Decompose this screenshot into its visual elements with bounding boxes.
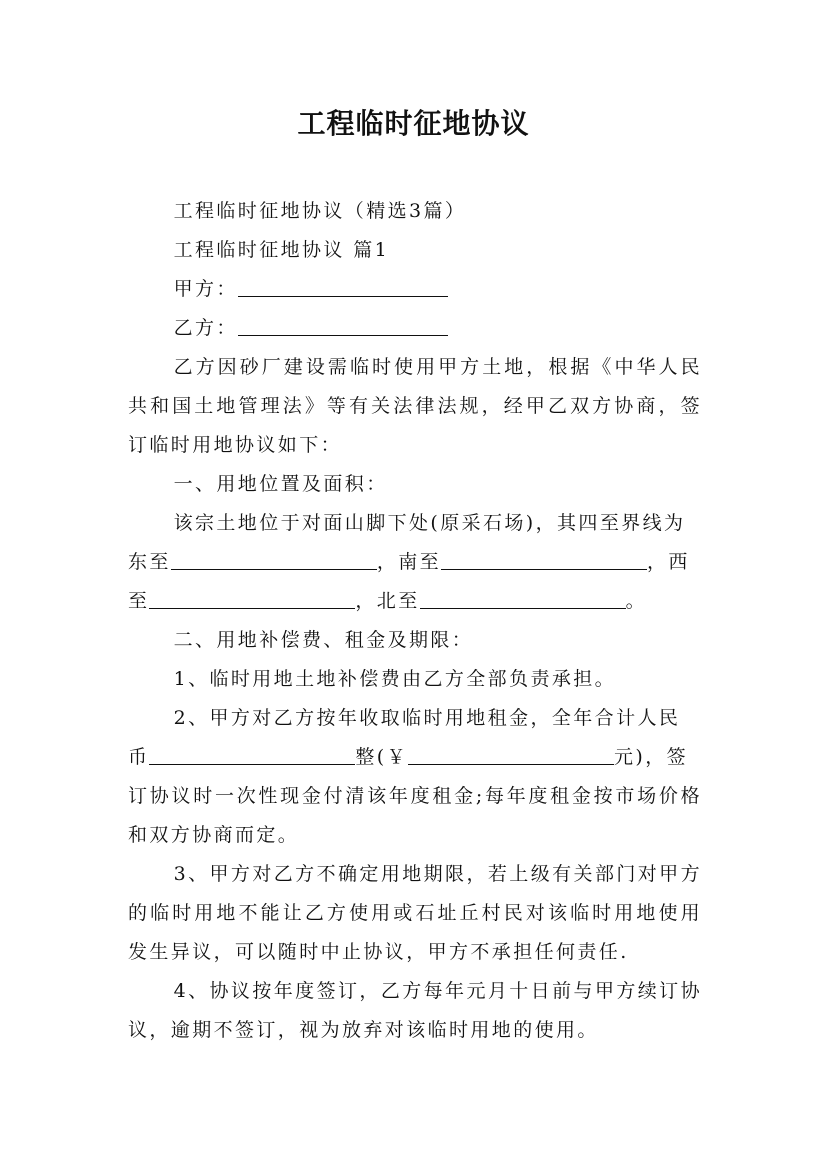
amount-words-blank <box>149 742 355 765</box>
item-2-amount-line <box>128 738 702 777</box>
west-label-2: 至 <box>128 590 150 612</box>
yuan-label: 元)，签 <box>614 746 689 768</box>
item-1: 1、临时用地土地补偿费由乙方全部负责承担。 <box>173 668 617 690</box>
section-heading: 工程临时征地协议 篇1 <box>173 239 390 261</box>
end-period: 。 <box>625 590 648 612</box>
boundary-line-1 <box>128 543 702 582</box>
south-blank <box>441 547 647 570</box>
east-blank <box>171 547 377 570</box>
item-2-line-1: 2、甲方对乙方按年收取临时用地租金，全年合计人民 <box>173 707 681 729</box>
east-label: 东至 <box>128 551 171 573</box>
intro-paragraph: 乙方因砂厂建设需临时使用甲方土地，根据《中华人民共和国土地管理法》等有关法律法规，经甲乙双方协商，签订临时用地协议如下： <box>128 356 702 456</box>
south-label: ，南至 <box>376 551 442 573</box>
amount-number-blank <box>408 742 614 765</box>
heading-location: 一、用地位置及面积： <box>173 473 388 495</box>
zheng-label: 整(￥ <box>355 746 409 768</box>
party-a-label: 甲方： <box>173 278 238 300</box>
boundary-line-2 <box>128 582 702 621</box>
party-a-blank <box>238 274 448 297</box>
party-b-blank <box>238 313 448 336</box>
party-b-line <box>128 309 702 348</box>
location-line: 该宗土地位于对面山脚下处(原采石场)，其四至界线为 <box>173 512 686 534</box>
item-2-rest: 订协议时一次性现金付清该年度租金;每年度租金按市场价格和双方协商而定。 <box>128 785 702 846</box>
party-b-label: 乙方： <box>173 317 238 339</box>
heading-compensation: 二、用地补偿费、租金及期限： <box>173 629 474 651</box>
currency-label: 币 <box>128 746 150 768</box>
north-blank <box>420 586 626 609</box>
subtitle: 工程临时征地协议（精选3篇） <box>173 200 467 222</box>
document-title: 工程临时征地协议 <box>297 107 530 140</box>
north-label: ，北至 <box>355 590 420 612</box>
document-body <box>128 192 702 1050</box>
item-4: 4、协议按年度签订，乙方每年元月十日前与甲方续订协议，逾期不签订，视为放弃对该临时用地的使用。 <box>128 980 702 1041</box>
item-3: 3、甲方对乙方不确定用地期限，若上级有关部门对甲方的临时用地不能让乙方使用或石址丘村民对该临时用地使用发生异议，可以随时中止协议，甲方不承担任何责任. <box>128 863 702 963</box>
party-a-line <box>128 270 702 309</box>
west-blank <box>149 586 355 609</box>
west-label: ，西 <box>647 551 690 573</box>
